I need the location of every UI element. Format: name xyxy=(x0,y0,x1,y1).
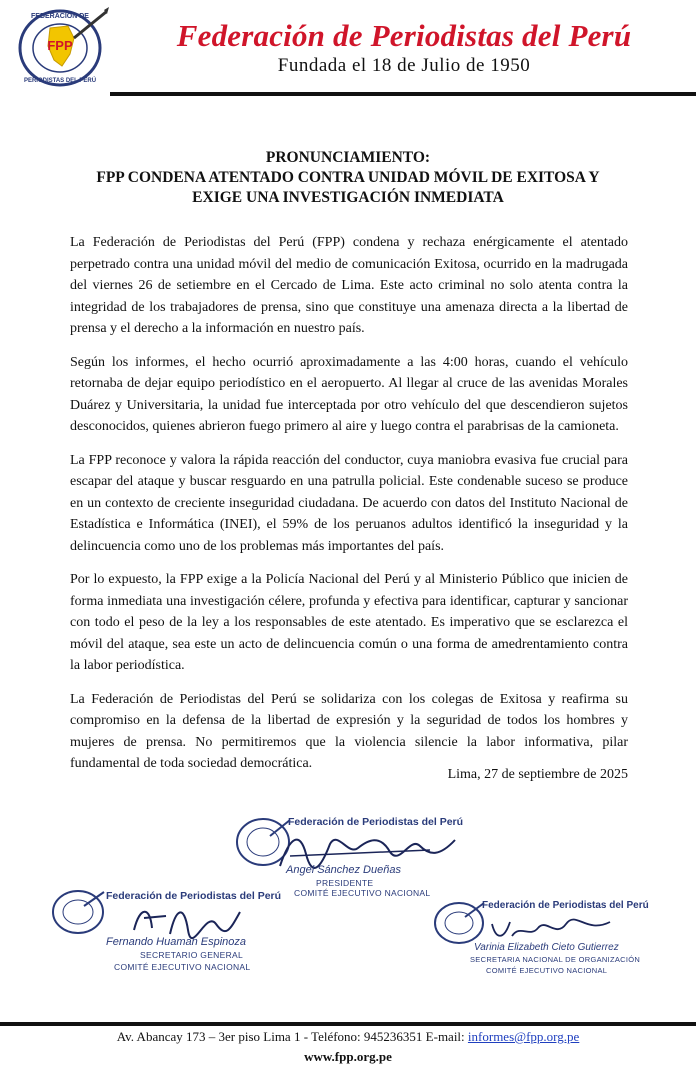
svg-text:FPP: FPP xyxy=(47,38,73,53)
founded-subtitle: Fundada el 18 de Julio de 1950 xyxy=(277,55,531,76)
svg-text:FEDERACIÓN DE: FEDERACIÓN DE xyxy=(31,13,89,20)
paragraph: La Federación de Periodistas del Perú (FPP) condena y rechaza enérgicamente el atentado perpetrado contra una unidad móvil del medio de comunicación Exitosa, ocurrido en la madrugada del viernes 26 de setiembre en el Cercado de Lima. Este acto criminal no solo atenta contra la integridad de los trabajadores de prensa, sino que constituye una amenaza directa a la libertad de prensa y el derecho a la información en nuestro país. xyxy=(70,235,628,336)
paragraph: La FPP reconoce y valora la rápida reacción del conductor, cuya maniobra evasiva fue crucial para escapar del ataque y buscar resguardo en una patrulla policial. Este condenable suceso se produce en un contexto de creciente inseguridad ciudadana. De acuerdo con datos del Instituto Nacional de Estadística e Informática (INEI), el 59% de los peruanos adultos identificó la inseguridad y la delincuencia como uno de los problemas más importantes del país. xyxy=(70,452,628,554)
signatory-committee: COMITÉ EJECUTIVO NACIONAL xyxy=(114,962,251,972)
signature-secretary-general xyxy=(48,886,282,978)
website-link[interactable]: www.fpp.org.pe xyxy=(304,1049,392,1064)
document-body xyxy=(70,232,628,787)
title-line-3: EXIGE UNA INVESTIGACIÓN INMEDIATA xyxy=(192,189,504,206)
handwritten-signature xyxy=(126,900,246,940)
organization-title: Federación de Periodistas del Perú xyxy=(176,18,632,53)
handwritten-signature xyxy=(486,914,616,944)
paragraph: Según los informes, el hecho ocurrió aproximadamente a las 4:00 horas, cuando el vehículo retornaba de dejar equipo periodístico en el aeropuerto. Al llegar al cruce de las avenidas Morales Duárez y Universitaria, la unidad fue interceptada por otro vehículo del que descendieron sujetos desconocidos, quienes abrieron fuego primero al aire y luego contra el parabrisas de la camioneta. xyxy=(70,354,628,434)
footer-contact xyxy=(20,1029,676,1045)
seal-icon xyxy=(50,888,106,936)
seal-icon xyxy=(432,900,486,946)
paragraph: Por lo expuesto, la FPP exige a la Policía Nacional del Perú y al Ministerio Público que inicien de forma inmediata una investigación célere, profunda y efectiva para identificar, capturar y sancionar con todo el peso de la ley a los responsables de este atentado. Es imperativo que se esclarezca el móvil del ataque, sea este un acto de delincuencia común o una forma de amedrentamiento contra la labor periodística. xyxy=(70,572,628,673)
signatory-name: Varinia Elizabeth Cieto Gutierrez xyxy=(474,942,619,953)
title-line-2: FPP CONDENA ATENTADO CONTRA UNIDAD MÓVIL DE EXITOSA Y xyxy=(96,169,600,186)
email-link[interactable]: informes@fpp.org.pe xyxy=(467,1029,580,1044)
date-line: Lima, 27 de septiembre de 2025 xyxy=(447,767,628,782)
signatory-committee: COMITÉ EJECUTIVO NACIONAL xyxy=(294,888,431,898)
signature-organization-secretary xyxy=(430,898,660,984)
signatory-committee: COMITÉ EJECUTIVO NACIONAL xyxy=(486,966,608,975)
stamp-text: Federación de Periodistas del Perú xyxy=(106,890,282,902)
document-title xyxy=(40,148,656,208)
svg-text:PERIODISTAS DEL PERÚ: PERIODISTAS DEL PERÚ xyxy=(23,78,97,84)
title-line-1: PRONUNCIAMIENTO: xyxy=(265,149,431,166)
stamp-text: Federación de Periodistas del Perú xyxy=(288,816,464,828)
fpp-logo-icon xyxy=(16,4,110,88)
paragraph: La Federación de Periodistas del Perú se solidariza con los colegas de Exitosa y reafirma su compromiso en la defensa de la libertad de expresión y la seguridad de todos los hombres y mujeres de prensa. No permitiremos que la violencia silencie la labor informativa, pilar fundamental de toda sociedad democrática. xyxy=(70,691,628,771)
signatory-role: SECRETARIA NACIONAL DE ORGANIZACIÓN xyxy=(470,955,641,964)
signatory-role: SECRETARIO GENERAL xyxy=(140,950,244,960)
header-divider xyxy=(110,92,696,96)
footer-divider xyxy=(0,1022,696,1026)
signatory-name: Fernando Huaman Espinoza xyxy=(106,936,247,948)
footer-address-text: Av. Abancay 173 – 3er piso Lima 1 - Teléfono: 945236351 E-mail: xyxy=(116,1029,468,1044)
signatory-role: PRESIDENTE xyxy=(316,878,374,888)
letterhead xyxy=(0,0,696,100)
stamp-text: Federación de Periodistas del Perú xyxy=(482,900,649,911)
signatory-name: Angel Sánchez Dueñas xyxy=(286,864,401,876)
